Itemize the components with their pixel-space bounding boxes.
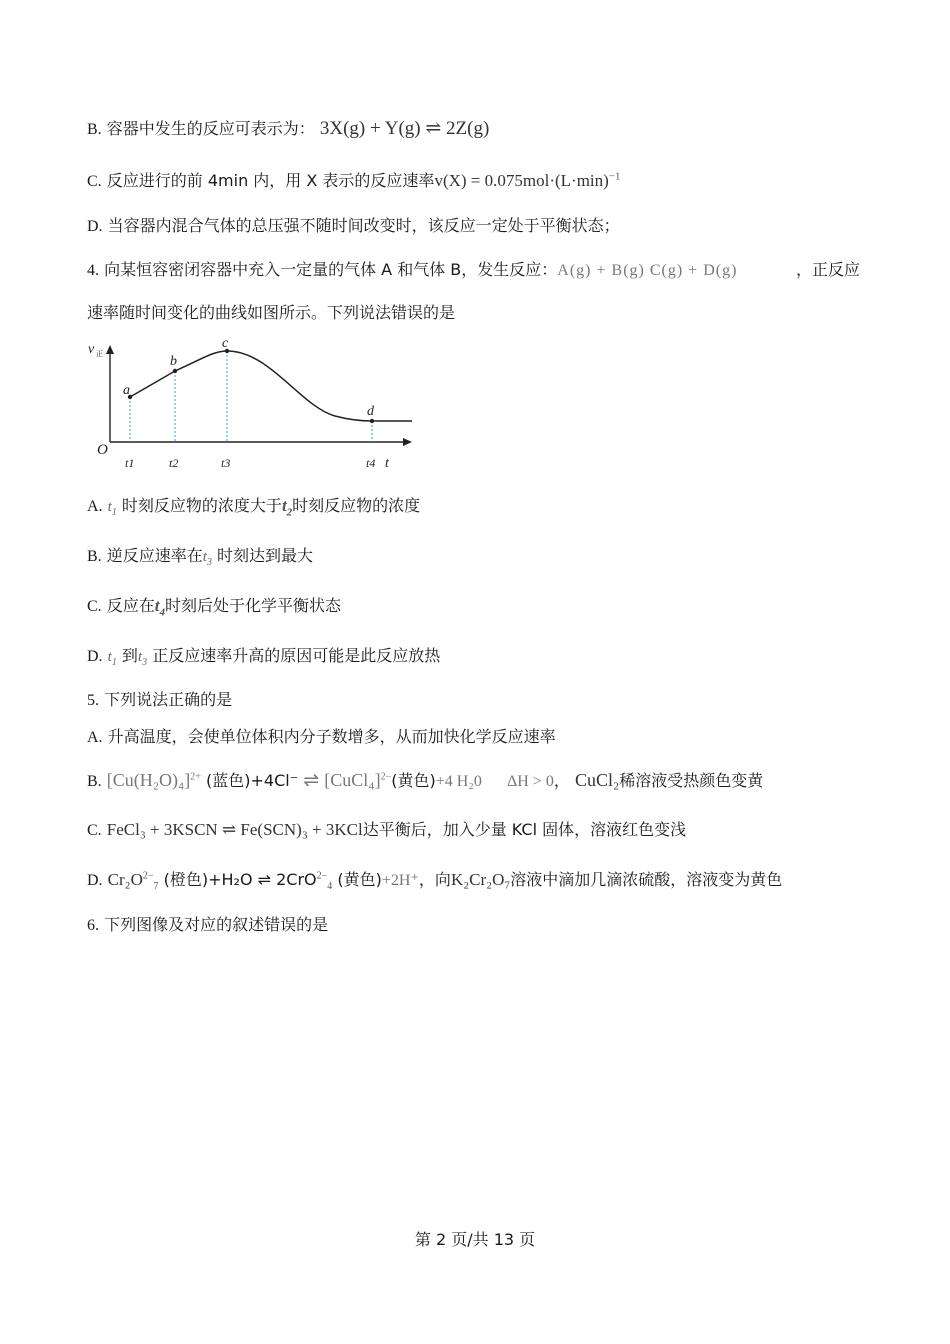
q5-option-d-hplus: +2H⁺ bbox=[381, 872, 419, 889]
q5-option-b-complex1: [Cu(H₂O)₄] bbox=[106, 770, 191, 790]
origin-label: O bbox=[97, 442, 108, 458]
question-6-line bbox=[87, 914, 328, 937]
point-d bbox=[370, 419, 374, 423]
q5-option-b-charge2: 2− bbox=[380, 771, 392, 783]
q5-option-a-prefix: A. bbox=[87, 729, 103, 746]
q5-option-d-k2cr2o7: K₂Cr₂O₇ bbox=[450, 870, 511, 889]
q5-option-d-orange: (橙色)+H₂O ⇌ 2CrO bbox=[163, 870, 317, 889]
x-axis-label: t bbox=[385, 456, 389, 471]
question-4-tail: ，正反应 bbox=[796, 260, 861, 279]
q5-option-d-dichromate: Cr₂O bbox=[107, 870, 143, 889]
q5-option-b-water: +4 H₂0 bbox=[435, 773, 482, 790]
q4-option-d-text1: 到 bbox=[121, 646, 138, 665]
q4-option-d-text2: 正反应速率升高的原因可能是此反应放热 bbox=[152, 646, 441, 665]
q5-option-d-mid: ，向 bbox=[418, 870, 451, 889]
q5-option-b-prefix: B. bbox=[87, 773, 102, 790]
q4-option-b-text1: 逆反应速率在 bbox=[106, 546, 203, 565]
y-axis-label: v bbox=[88, 342, 95, 357]
q5-option-b-complex2: [CuCl₄] bbox=[324, 770, 381, 790]
question-5-number: 5. bbox=[87, 692, 99, 709]
point-b bbox=[173, 369, 177, 373]
page-footer: 第 2 页/共 13 页 bbox=[414, 1230, 536, 1249]
q5-option-c-equation: FeCl₃ + 3KSCN ⇌ Fe(SCN)₃ + 3KCl bbox=[106, 820, 363, 839]
q4-option-c-prefix: C. bbox=[87, 598, 102, 615]
q4-option-a-text1: 时刻反应物的浓度大于 bbox=[121, 496, 282, 515]
q5-option-b-cucl2: CuCl₂ bbox=[574, 770, 620, 790]
label-b: b bbox=[170, 354, 177, 369]
question-5-text: 下列说法正确的是 bbox=[104, 690, 233, 709]
option-b-prefix: B. bbox=[87, 121, 102, 138]
q5-option-d bbox=[87, 869, 782, 892]
q5-option-c-tail: 达平衡后，加入少量 KCl 固体，溶液红色变浅 bbox=[362, 820, 687, 839]
q5-option-d-prefix: D. bbox=[87, 872, 103, 889]
option-c-rate: v(X) = 0.075mol·(L·min) bbox=[434, 171, 609, 190]
q4-option-a-t1: $t_1$ bbox=[107, 499, 117, 518]
q5-option-b-dh: ΔH > 0 bbox=[506, 773, 554, 790]
q4-option-b bbox=[87, 545, 313, 568]
y-axis-arrow-icon bbox=[106, 345, 114, 354]
q5-option-d-tail: 溶液中滴加几滴浓硫酸，溶液变为黄色 bbox=[510, 870, 783, 889]
q5-option-d-sub1: 7 bbox=[153, 881, 159, 893]
tick-t4: t4 bbox=[366, 456, 376, 470]
question-4-line1 bbox=[87, 259, 737, 282]
tick-t2: t2 bbox=[169, 456, 179, 470]
label-c: c bbox=[222, 336, 229, 351]
option-c-rate-exp: −1 bbox=[608, 170, 621, 183]
q5-option-d-yellow: (黄色) bbox=[337, 870, 382, 889]
q4-option-c-t: $t_4$ bbox=[154, 596, 166, 619]
tick-t1: t1 bbox=[125, 456, 135, 470]
rate-time-graph bbox=[85, 336, 420, 476]
question-4-number: 4. bbox=[87, 262, 99, 279]
q5-option-a-text: 升高温度，会使单位体积内分子数增多，从而加快化学反应速率 bbox=[107, 727, 556, 746]
q4-option-d-t1: $t_1$ bbox=[107, 649, 117, 668]
question-4-equation: A(g) + B(g) C(g) + D(g) bbox=[557, 262, 738, 279]
option-b-equation: 3X(g) + Y(g) ⇌ 2Z(g) bbox=[319, 118, 490, 139]
q5-option-d-sub2: 4 bbox=[327, 881, 333, 893]
q5-option-b-blue: (蓝色)+4Cl⁻ bbox=[206, 771, 299, 790]
question-6-number: 6. bbox=[87, 917, 99, 934]
q4-option-c bbox=[87, 595, 341, 618]
option-d-text: 当容器内混合气体的总压强不随时间改变时，该反应一定处于平衡状态； bbox=[107, 216, 620, 235]
q5-option-b-tail: 稀溶液受热颜色变黄 bbox=[619, 771, 764, 790]
question-4-line2: 速率随时间变化的曲线如图所示。下列说法错误的是 bbox=[87, 303, 456, 322]
q4-option-b-prefix: B. bbox=[87, 548, 102, 565]
q4-option-a bbox=[87, 495, 420, 518]
q5-option-d-charge2: 2− bbox=[316, 870, 328, 882]
q4-option-b-text2: 时刻达到最大 bbox=[217, 546, 314, 565]
y-axis-sub: 正 bbox=[96, 350, 103, 358]
option-c-text: 反应进行的前 4min 内，用 X 表示的反应速率 bbox=[106, 171, 435, 190]
question-5-line bbox=[87, 689, 232, 712]
q5-option-b-yellow: (黄色) bbox=[391, 771, 436, 790]
question-4-text: 向某恒容密闭容器中充入一定量的气体 A 和气体 B，发生反应： bbox=[104, 260, 558, 279]
label-a: a bbox=[123, 383, 130, 398]
q4-option-c-text1: 反应在 bbox=[106, 596, 155, 615]
q4-option-a-prefix: A. bbox=[87, 498, 103, 515]
tick-t3: t3 bbox=[221, 456, 231, 470]
option-b-text: 容器中发生的反应可表示为： bbox=[106, 119, 315, 138]
q4-option-c-text2: 时刻后处于化学平衡状态 bbox=[165, 596, 342, 615]
x-axis-arrow-icon bbox=[403, 438, 412, 446]
q4-option-a-text2: 时刻反应物的浓度 bbox=[292, 496, 421, 515]
q5-option-c-prefix: C. bbox=[87, 822, 102, 839]
q5-option-b-arrow: ⇌ bbox=[303, 770, 320, 791]
question-6-text: 下列图像及对应的叙述错误的是 bbox=[104, 915, 329, 934]
option-c-line bbox=[87, 170, 621, 193]
q5-option-c bbox=[87, 819, 686, 842]
q4-option-d-prefix: D. bbox=[87, 648, 103, 665]
q4-option-d-t2: $t_3$ bbox=[137, 649, 148, 668]
q4-option-a-t2: $t_2$ bbox=[281, 496, 293, 519]
q5-option-a bbox=[87, 726, 556, 749]
q5-option-d-charge1: 2− bbox=[142, 870, 154, 882]
q5-option-b-comma: ， bbox=[553, 771, 570, 790]
q5-option-b bbox=[87, 769, 763, 793]
q4-option-d bbox=[87, 645, 440, 668]
option-c-prefix: C. bbox=[87, 173, 102, 190]
label-d: d bbox=[367, 404, 374, 419]
q4-option-b-t: $t_3$ bbox=[202, 549, 212, 568]
option-d-prefix: D. bbox=[87, 218, 103, 235]
option-d-line bbox=[87, 215, 620, 238]
option-b-line bbox=[87, 118, 489, 141]
q5-option-b-charge1: 2+ bbox=[190, 771, 201, 783]
